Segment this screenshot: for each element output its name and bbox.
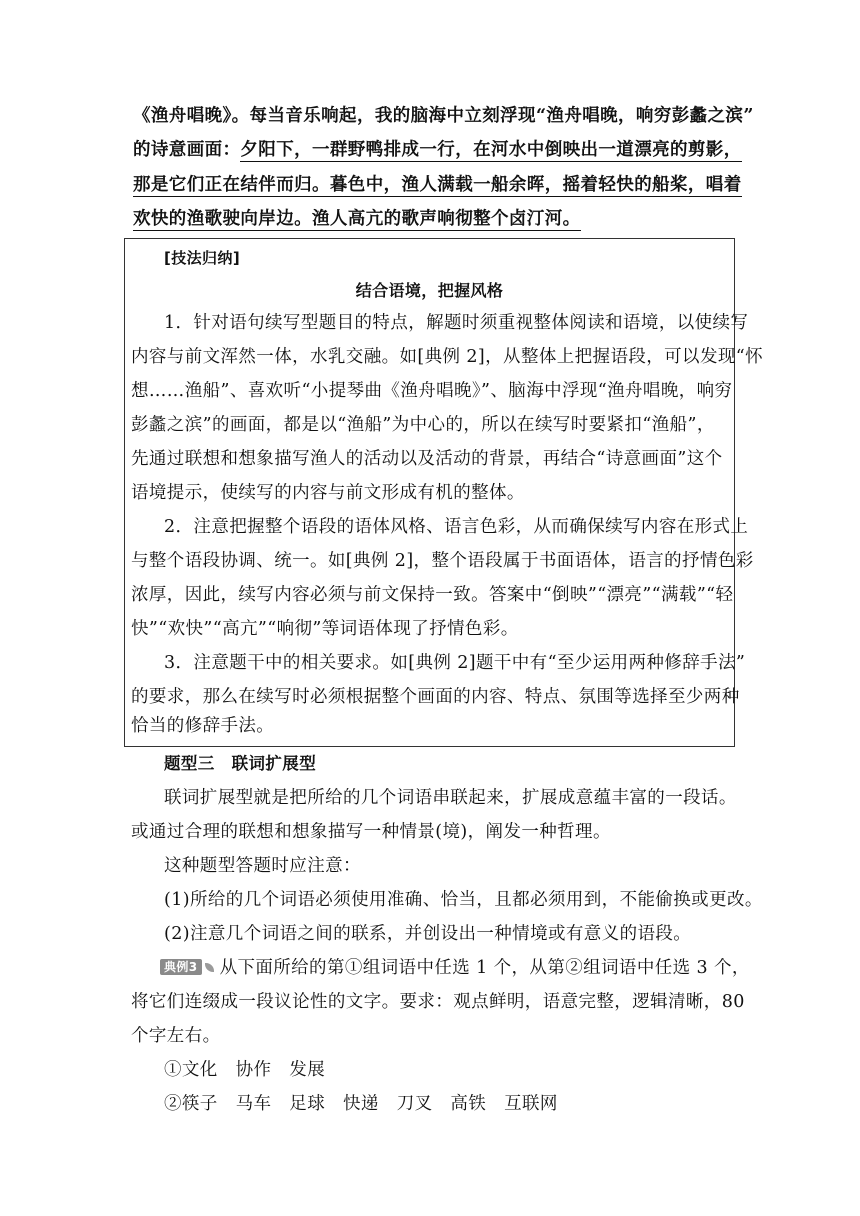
box-p1-line-2: 内容与前文浑然一体，水乳交融。如[典例 2]，从整体上把握语段，可以发现“怀: [131, 347, 763, 367]
example-badge: 典例3: [160, 959, 202, 975]
box-p2-line-1: 2．注意把握整个语段的语体风格、语言色彩，从而确保续写内容在形式上: [164, 517, 749, 537]
box-p2-line-4: 快”“欢快”“高亢”“响彻”等词语体现了抒情色彩。: [131, 619, 519, 639]
section-line-2: 或通过合理的联想和想象描写一种情景(境)，阐发一种哲理。: [131, 822, 611, 842]
section-line-5: (2)注意几个词语之间的联系，并创设出一种情境或有意义的语段。: [164, 924, 692, 944]
intro-line-3: [133, 173, 742, 197]
example-line-1: [160, 956, 750, 980]
box-p2-line-3: 浓厚，因此，续写内容必须与前文保持一致。答案中“倒映”“漂亮”“满载”“轻: [131, 585, 734, 605]
box-p1-line-6: 语境提示，使续写的内容与前文形成有机的整体。: [131, 483, 525, 503]
section-title: 题型三 联词扩展型: [164, 754, 317, 773]
intro-line-1: 《渔舟唱晚》。每当音乐响起，我的脑海中立刻浮现“渔舟唱晚，响穷彭蠡之滨”: [133, 106, 754, 126]
intro-line-2-plain: 的诗意画面：: [133, 140, 241, 160]
word-group-2: ②筷子 马车 足球 快递 刀叉 高铁 互联网: [164, 1094, 558, 1114]
word-group-1: ①文化 协作 发展: [164, 1060, 326, 1080]
intro-line-4: [133, 207, 581, 231]
box-p3-line-2: 的要求，那么在续写时必须根据整个画面的内容、特点、氛围等选择至少两种: [131, 687, 740, 707]
section-line-1: 联词扩展型就是把所给的几个词语串联起来，扩展成意蕴丰富的一段话。: [164, 788, 737, 808]
box-p2-line-2: 与整个语段协调、统一。如[典例 2]，整个语段属于书面语体，语言的抒情色彩: [131, 551, 754, 571]
section-line-3: 这种题型答题时应注意：: [164, 856, 361, 876]
box-p1-line-1: 1．针对语句续写型题目的特点，解题时须重视整体阅读和语境，以使续写: [164, 313, 749, 333]
box-p1-line-5: 先通过联想和想象描写渔人的活动以及活动的背景，再结合“诗意画面”这个: [131, 449, 723, 469]
box-p1-line-3: 想……渔船”、喜欢听“小提琴曲《渔舟唱晚》”、脑海中浮现“渔舟唱晚，响穷: [131, 381, 733, 401]
intro-line-2: [133, 138, 742, 162]
box-heading: 结合语境，把握风格: [355, 281, 504, 300]
leaf-icon: [205, 963, 214, 972]
example-line-1-text: 从下面所给的第①组词语中任选 1 个，从第②组词语中任选 3 个，: [219, 958, 750, 978]
intro-line-4-underlined: 欢快的渔歌驶向岸边。渔人高亢的歌声响彻整个卤汀河。: [133, 209, 581, 229]
example-line-3: 个字左右。: [131, 1026, 221, 1046]
example-line-2: 将它们连缀成一段议论性的文字。要求：观点鲜明，语意完整，逻辑清晰，80: [131, 992, 745, 1012]
box-p3-line-3: 恰当的修辞手法。: [131, 716, 275, 736]
section-line-4: (1)所给的几个词语必须使用准确、恰当，且都必须用到，不能偷换或更改。: [164, 890, 763, 910]
box-tag: [技法归纳]: [164, 249, 241, 267]
box-p3-line-1: 3．注意题干中的相关要求。如[典例 2]题干中有“至少运用两种修辞手法”: [164, 653, 746, 673]
box-p1-line-4: 彭蠡之滨”的画面，都是以“渔船”为中心的，所以在续写时要紧扣“渔船”，: [131, 415, 715, 435]
intro-line-2-underlined: 夕阳下，一群野鸭排成一行，在河水中倒映出一道漂亮的剪影，: [240, 140, 742, 160]
intro-line-3-underlined: 那是它们正在结伴而归。暮色中，渔人满载一船余晖，摇着轻快的船桨，唱着: [133, 175, 742, 195]
